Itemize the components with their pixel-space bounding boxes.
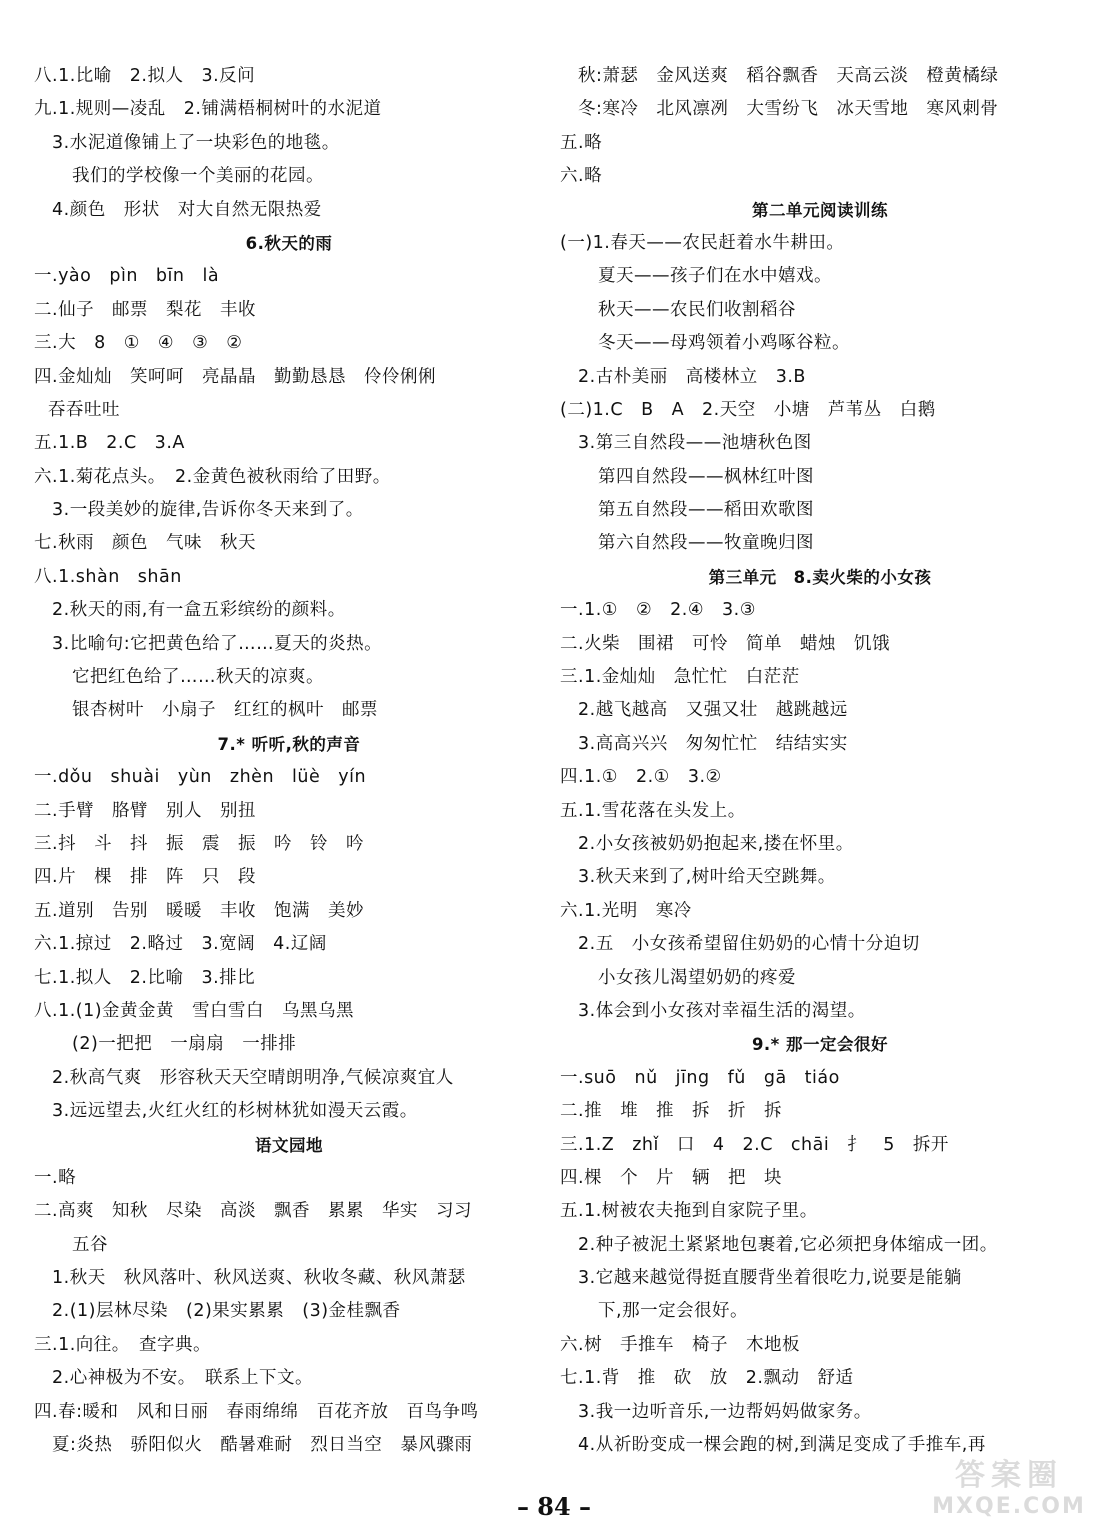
watermark-logo <box>924 1450 1094 1530</box>
answer-line: 五.1.B 2.C 3.A <box>34 433 185 454</box>
answer-line: 一.suō nǔ jīng fǔ gā tiáo <box>560 1067 840 1088</box>
right-column <box>560 60 1080 1462</box>
answer-line: 小女孩儿渴望奶奶的疼爱 <box>598 967 796 988</box>
watermark-url: MXQE.COM <box>932 1494 1086 1519</box>
answer-line: 二.仙子 邮票 梨花 丰收 <box>34 299 257 320</box>
answer-line: 3.水泥道像铺上了一块彩色的地毯。 <box>52 132 340 153</box>
answer-line: 三.抖 斗 抖 振 震 振 吟 铃 吟 <box>34 833 365 854</box>
answer-line: 第四自然段——枫林红叶图 <box>598 466 814 487</box>
answer-line: 六.略 <box>560 166 603 187</box>
answer-line: 4.从祈盼变成一棵会跑的树,到满足变成了手推车,再 <box>578 1435 986 1456</box>
answer-line: 冬天——母鸡领着小鸡啄谷粒。 <box>598 333 850 354</box>
answer-line: 五.道别 告别 暖暖 丰收 饱满 美妙 <box>34 900 365 921</box>
answer-line: 银杏树叶 小扇子 红红的枫叶 邮票 <box>72 700 378 721</box>
answer-line: 3.它越来越觉得挺直腰背坐着很吃力,说要是能躺 <box>578 1268 962 1289</box>
answer-line: 3.比喻句:它把黄色给了……夏天的炎热。 <box>52 633 383 654</box>
answer-line: 2.古朴美丽 高楼林立 3.B <box>578 366 806 387</box>
answer-line: 二.火柴 围裙 可怜 简单 蜡烛 饥饿 <box>560 633 891 654</box>
answer-line: 我们的学校像一个美丽的花园。 <box>72 166 324 187</box>
answer-line: 2.五 小女孩希望留住奶奶的心情十分迫切 <box>578 934 920 955</box>
answer-line: 3.远远望去,火红火红的杉树林犹如漫天云霞。 <box>52 1101 418 1122</box>
answer-line: 2.越飞越高 又强又壮 越跳越远 <box>578 700 848 721</box>
section-heading: 9.* 那一定会很好 <box>751 1035 889 1055</box>
answer-line: 吞吞吐吐 <box>48 399 120 420</box>
answer-line: 一.dǒu shuài yùn zhèn lüè yín <box>34 767 367 788</box>
answer-line: 七.秋雨 颜色 气味 秋天 <box>34 533 257 554</box>
page-number: – 84 – <box>516 1492 592 1521</box>
answer-line: 1.秋天 秋风落叶、秋风送爽、秋收冬藏、秋风萧瑟 <box>52 1268 466 1289</box>
section-heading: 6.秋天的雨 <box>245 233 333 253</box>
answer-line: 2.秋天的雨,有一盒五彩缤纷的颜料。 <box>52 600 346 621</box>
answer-line: 三.1.金灿灿 急忙忙 白茫茫 <box>560 667 800 688</box>
answer-line: 3.秋天来到了,树叶给天空跳舞。 <box>578 867 836 888</box>
answer-line: 4.颜色 形状 对大自然无限热爱 <box>52 199 322 220</box>
section-heading: 第二单元阅读训练 <box>752 200 888 220</box>
answer-line: 三.1.Z zhǐ 口 4 2.C chāi 扌 5 拆开 <box>560 1134 949 1155</box>
answer-line: 夏:炎热 骄阳似火 酷暑难耐 烈日当空 暴风骤雨 <box>52 1435 473 1456</box>
answer-line: 2.(1)层林尽染 (2)果实累累 (3)金桂飘香 <box>52 1301 401 1322</box>
answer-line: 五.1.树被农夫拖到自家院子里。 <box>560 1201 818 1222</box>
answer-line: 3.第三自然段——池塘秋色图 <box>578 433 812 454</box>
answer-line: 秋天——农民们收割稻谷 <box>598 299 796 320</box>
answer-line: 五.1.雪花落在头发上。 <box>560 800 746 821</box>
answer-line: 2.种子被泥土紧紧地包裹着,它必须把身体缩成一团。 <box>578 1234 998 1255</box>
left-column <box>34 60 544 1462</box>
answer-line: 二.推 堆 推 拆 折 拆 <box>560 1101 783 1122</box>
watermark-title: 答案圈 <box>955 1458 1063 1493</box>
answer-line: 3.高高兴兴 匆匆忙忙 结结实实 <box>578 733 848 754</box>
answer-line: 四.春:暖和 风和日丽 春雨绵绵 百花齐放 百鸟争鸣 <box>34 1401 479 1422</box>
answer-line: 二.手臂 胳臂 别人 别扭 <box>34 800 257 821</box>
answer-line: 七.1.背 推 砍 放 2.飘动 舒适 <box>560 1368 854 1389</box>
answer-line: (2)一把把 一扇扇 一排排 <box>72 1034 297 1055</box>
answer-line: (二)1.C B A 2.天空 小塘 芦苇丛 白鹅 <box>560 399 936 420</box>
answer-line: 3.体会到小女孩对幸福生活的渴望。 <box>578 1000 866 1021</box>
answer-line: 三.1.向往。 查字典。 <box>34 1334 212 1355</box>
answer-line: 2.秋高气爽 形容秋天天空晴朗明净,气候凉爽宜人 <box>52 1067 454 1088</box>
answer-line: 3.我一边听音乐,一边帮妈妈做家务。 <box>578 1401 872 1422</box>
answer-line: 五.略 <box>560 132 603 153</box>
answer-line: 下,那一定会很好。 <box>598 1301 749 1322</box>
answer-line: 夏天——孩子们在水中嬉戏。 <box>598 266 832 287</box>
answer-line: 六.树 手推车 椅子 木地板 <box>560 1334 801 1355</box>
answer-line: 七.1.拟人 2.比喻 3.排比 <box>34 967 256 988</box>
answer-line: 第五自然段——稻田欢歌图 <box>598 500 814 521</box>
answer-line: (一)1.春天——农民赶着水牛耕田。 <box>560 232 845 253</box>
answer-line: 冬:寒冷 北风凛冽 大雪纷飞 冰天雪地 寒风刺骨 <box>578 99 999 120</box>
answer-line: 三.大 8 ① ④ ③ ② <box>34 333 243 354</box>
answer-line: 2.心神极为不安。 联系上下文。 <box>52 1368 313 1389</box>
answer-line: 九.1.规则—凌乱 2.铺满梧桐树叶的水泥道 <box>34 99 382 120</box>
answer-line: 四.棵 个 片 辆 把 块 <box>560 1167 783 1188</box>
answer-line: 八.1.(1)金黄金黄 雪白雪白 乌黑乌黑 <box>34 1000 355 1021</box>
answer-line: 3.一段美妙的旋律,告诉你冬天来到了。 <box>52 500 364 521</box>
section-heading: 第三单元 8.卖火柴的小女孩 <box>708 567 932 587</box>
answer-line: 秋:萧瑟 金风送爽 稻谷飘香 天高云淡 橙黄橘绿 <box>578 66 999 86</box>
answer-line: 四.片 棵 排 阵 只 段 <box>34 867 257 888</box>
section-heading: 7.* 听听,秋的声音 <box>217 734 361 754</box>
answer-line: 八.1.比喻 2.拟人 3.反问 <box>34 66 256 86</box>
answer-line: 第六自然段——牧童晚归图 <box>598 533 814 554</box>
answer-line: 八.1.shàn shān <box>34 566 182 587</box>
answer-line: 六.1.光明 寒冷 <box>560 900 692 921</box>
answer-line: 六.1.菊花点头。 2.金黄色被秋雨给了田野。 <box>34 466 391 487</box>
answer-line: 一.yào pìn bīn là <box>34 266 220 287</box>
answer-line: 五谷 <box>72 1234 108 1255</box>
answer-line: 四.金灿灿 笑呵呵 亮晶晶 勤勤恳恳 伶伶俐俐 <box>34 366 437 387</box>
answer-line: 它把红色给了……秋天的凉爽。 <box>72 667 324 688</box>
answer-line: 一.略 <box>34 1167 77 1188</box>
answer-line: 二.高爽 知秋 尽染 高淡 飘香 累累 华实 习习 <box>34 1201 473 1222</box>
section-heading: 语文园地 <box>255 1135 323 1155</box>
answer-line: 2.小女孩被奶奶抱起来,搂在怀里。 <box>578 833 854 854</box>
answer-line: 一.1.① ② 2.④ 3.③ <box>560 600 756 621</box>
answer-line: 四.1.① 2.① 3.② <box>560 767 722 788</box>
answer-line: 六.1.掠过 2.略过 3.宽阔 4.辽阔 <box>34 934 327 955</box>
